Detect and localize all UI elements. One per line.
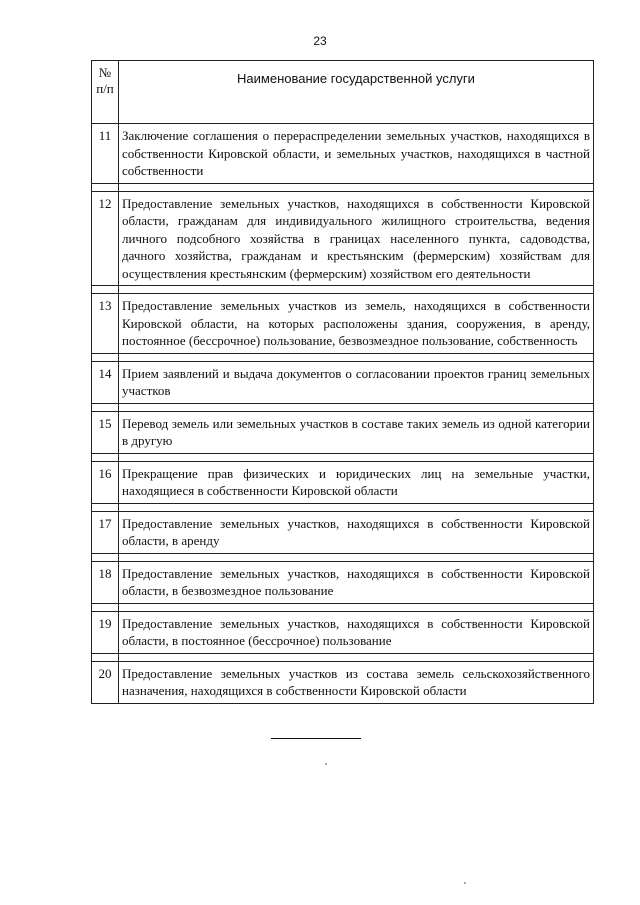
header-service-name: Наименование государственной услуги (119, 61, 594, 124)
row-spacer (92, 286, 594, 294)
row-number: 15 (92, 411, 119, 453)
row-number: 17 (92, 511, 119, 553)
table-row (92, 361, 594, 403)
spacer-cell (92, 353, 119, 361)
row-number: 11 (92, 124, 119, 184)
service-name: Предоставление земельных участков, находящихся в собственности Кировской области, гражданам для индивидуального жилищного строительства, ведения личного подсобного хозяйства в границах населенного пункта, садоводства, дачного хозяйства, гражданам и крестьянским (фермерским) хозяйствам для осуществления крестьянским (фермерским) хозяйством его деятельности (119, 191, 594, 286)
service-name: Предоставление земельных участков, находящихся в собственности Кировской области, в безвозмездное пользование (119, 561, 594, 603)
row-spacer (92, 553, 594, 561)
service-name: Заключение соглашения о перераспределении земельных участков, находящихся в собственности Кировской области, и земельных участков, находящихся в частной собственности (119, 124, 594, 184)
table-row (92, 661, 594, 703)
row-spacer (92, 353, 594, 361)
spacer-cell (119, 553, 594, 561)
spacer-cell (119, 653, 594, 661)
table-header-row (92, 61, 594, 124)
row-spacer (92, 503, 594, 511)
row-number: 16 (92, 461, 119, 503)
table-row (92, 191, 594, 286)
service-name: Перевод земель или земельных участков в составе таких земель из одной категории в другую (119, 411, 594, 453)
table-row (92, 461, 594, 503)
spacer-cell (119, 183, 594, 191)
spacer-cell (92, 653, 119, 661)
spacer-cell (92, 503, 119, 511)
page-number: 23 (313, 34, 327, 48)
row-number: 18 (92, 561, 119, 603)
service-name: Прием заявлений и выдача документов о согласовании проектов границ земельных участков (119, 361, 594, 403)
spacer-cell (119, 503, 594, 511)
header-number: № п/п (92, 61, 119, 124)
service-name: Предоставление земельных участков из земель, находящихся в собственности Кировской области, на которых расположены здания, сооружения, в аренду, постоянное (бессрочное) пользование, безвозмездное пользование, собственность (119, 294, 594, 354)
row-number: 20 (92, 661, 119, 703)
spacer-cell (92, 453, 119, 461)
table-row (92, 124, 594, 184)
spacer-cell (92, 603, 119, 611)
table-row (92, 511, 594, 553)
table-row (92, 294, 594, 354)
spacer-cell (119, 286, 594, 294)
services-table (91, 60, 594, 704)
service-name: Предоставление земельных участков, находящихся в собственности Кировской области, в аренду (119, 511, 594, 553)
row-spacer (92, 603, 594, 611)
scan-speck (325, 763, 327, 765)
row-spacer (92, 653, 594, 661)
row-number: 12 (92, 191, 119, 286)
spacer-cell (92, 183, 119, 191)
spacer-cell (119, 603, 594, 611)
table-row (92, 611, 594, 653)
row-spacer (92, 453, 594, 461)
spacer-cell (119, 353, 594, 361)
service-name: Предоставление земельных участков, находящихся в собственности Кировской области, в постоянное (бессрочное) пользование (119, 611, 594, 653)
spacer-cell (119, 453, 594, 461)
row-spacer (92, 183, 594, 191)
scan-speck (464, 882, 466, 884)
row-number: 13 (92, 294, 119, 354)
spacer-cell (92, 403, 119, 411)
service-name: Предоставление земельных участков из состава земель сельскохозяйственного назначения, находящихся в собственности Кировской области (119, 661, 594, 703)
row-spacer (92, 403, 594, 411)
spacer-cell (92, 553, 119, 561)
table-body (92, 124, 594, 704)
table-row (92, 561, 594, 603)
row-number: 14 (92, 361, 119, 403)
table-row (92, 411, 594, 453)
row-number: 19 (92, 611, 119, 653)
spacer-cell (119, 403, 594, 411)
closing-line (271, 738, 361, 739)
service-name: Прекращение прав физических и юридических лиц на земельные участки, находящиеся в собственности Кировской области (119, 461, 594, 503)
spacer-cell (92, 286, 119, 294)
